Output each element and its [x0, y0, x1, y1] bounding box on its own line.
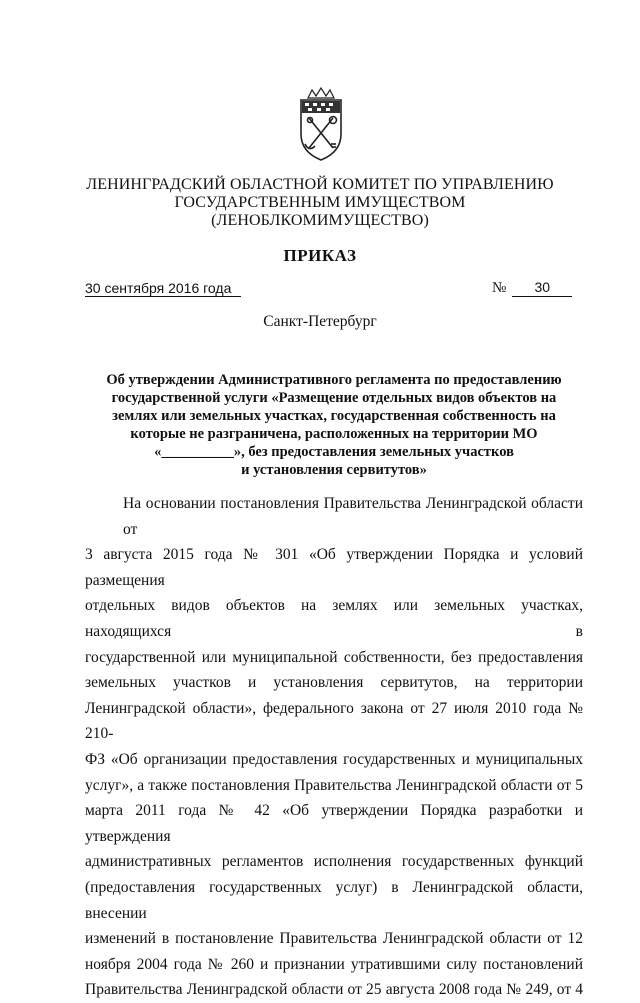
title-line: Об утверждении Административного регламента по предоставлению	[106, 372, 562, 388]
body-line: административных регламентов исполнения государственных функций	[85, 853, 583, 871]
title-line: которые не разграничена, расположенных на территории МО	[130, 426, 538, 442]
body-line: 3 августа 2015 года № 301 «Об утверждении Порядка и условий размещения	[85, 546, 583, 589]
body-line: марта 2011 года № 42 «Об утверждении Порядка разработки и утверждения	[85, 802, 583, 845]
city-name: Санкт-Петербург	[263, 313, 377, 330]
body-line: изменений в постановление Правительства Ленинградской области от 12	[85, 930, 583, 948]
order-title	[85, 371, 583, 479]
order-number: 30	[512, 279, 572, 297]
order-date: 30 сентября 2016 года	[85, 280, 241, 297]
body-line: земельных участков и установления сервитутов, на территории	[85, 674, 583, 692]
body-paragraph	[85, 491, 583, 1003]
title-line: «__________», без предоставления земельных участков	[154, 444, 514, 460]
committee-name-line-1: ЛЕНИНГРАДСКИЙ ОБЛАСТНОЙ КОМИТЕТ ПО УПРАВЛЕНИЮ	[86, 176, 554, 193]
body-line: ноября 2004 года № 260 и признании утратившими силу постановлений	[85, 955, 583, 973]
body-line: отдельных видов объектов на землях или земельных участках, находящихся в	[85, 597, 583, 640]
committee-name-line-2: ГОСУДАРСТВЕННЫМ ИМУЩЕСТВОМ	[174, 194, 466, 211]
body-line: На основании постановления Правительства Ленинградской области от	[123, 495, 583, 538]
coat-of-arms-icon	[296, 86, 346, 162]
body-line: услуг», а также постановления Правительства Ленинградской области от 5	[85, 776, 583, 794]
body-line: государственной или муниципальной собственности, без предоставления	[85, 648, 583, 666]
title-line: землях или земельных участках, государственная собственность на	[112, 408, 556, 424]
order-number-field	[492, 279, 572, 297]
body-line: Правительства Ленинградской области от 25 августа 2008 года № 249, от 4	[85, 981, 583, 999]
body-line: Ленинградской области», федерального закона от 27 июля 2010 года № 210-	[85, 699, 583, 743]
document-type-heading: ПРИКАЗ	[283, 246, 357, 265]
committee-name-line-3: (ЛЕНОБЛКОМИМУЩЕСТВО)	[211, 212, 429, 229]
number-sign: №	[492, 280, 507, 296]
body-line: ФЗ «Об организации предоставления государственных и муниципальных	[85, 750, 583, 768]
body-line: (предоставления государственных услуг) в Ленинградской области, внесении	[85, 878, 583, 922]
title-line: и установления сервитутов»	[241, 462, 427, 478]
title-line: государственной услуги «Размещение отдельных видов объектов на	[111, 390, 557, 406]
